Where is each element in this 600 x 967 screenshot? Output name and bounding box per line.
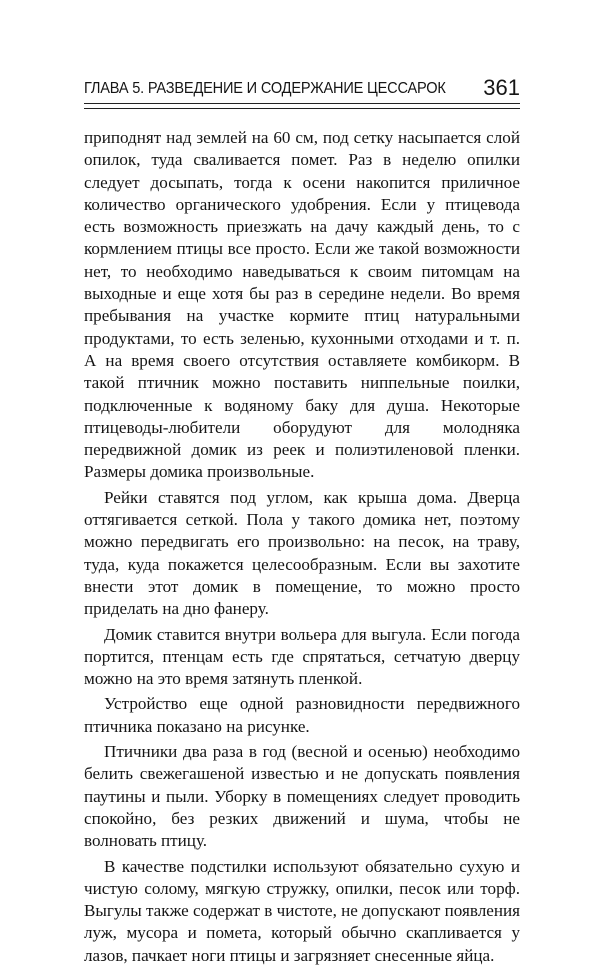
paragraph-3: Домик ставится внутри вольера для выгула. Если погода портится, птенцам есть где спрятаться, сетчатую дверцу можно на это время затянуть пленкой.: [84, 624, 520, 689]
paragraph-5: Птичники два раза в год (весной и осенью) необходимо белить свежегашеной известью и не допускать появления паутины и пыли. Уборку в помещениях следует проводить спокойно, без резких движений и шума, чтобы не волновать птицу.: [84, 742, 520, 851]
paragraph-1: приподнят над землей на 60 см, под сетку насыпается слой опилок, туда сваливается помет. Раз в неделю опилки следует досыпать, тогда к осени накопится приличное количество органического удобрения. Если у птицевода есть возможность приезжать на дачу каждый день, то с кормлением птицы все просто. Если же такой возможности нет, то необходимо наведываться к своим питомцам на выходные и еще хотя бы раз в середине недели. Во время пребывания на участке кормите птиц натуральными продуктами, то есть зеленью, кухонными отходами и т. п. А на время своего отсутствия оставляете комбикорм. В такой птичник можно поставить ниппельные поилки, подключенные к водяному баку для душа. Некоторые птицеводы-любители оборудуют для молодняка передвижной домик из реек и полиэтиленовой пленки. Размеры домика произвольные.: [84, 128, 520, 482]
header-rule: [84, 103, 520, 109]
paragraph-6: В качестве подстилки используют обязательно сухую и чистую солому, мягкую стружку, опилки, песок или торф. Выгулы также содержат в чистоте, не допускают появления луж, мусора и помета, который обычно скапливается у лазов, пачкает ноги птицы и загрязняет снесенные яйца.: [84, 856, 520, 965]
paragraph-4: Устройство еще одной разновидности передвижного птичника показано на рисунке.: [84, 694, 520, 736]
body-text: [84, 127, 520, 967]
page-number: 361: [483, 75, 520, 100]
running-header: [84, 72, 520, 104]
paragraph-2: Рейки ставятся под углом, как крыша дома. Дверца оттягивается сеткой. Пола у такого домика нет, поэтому можно передвигать его произвольно: на песок, на траву, туда, куда покажется целесообразным. Если вы захотите внести этот домик в помещение, то можно просто приделать на дно фанеру.: [84, 487, 520, 619]
chapter-title: ГЛАВА 5. РАЗВЕДЕНИЕ И СОДЕРЖАНИЕ ЦЕССАРОК: [84, 80, 446, 97]
